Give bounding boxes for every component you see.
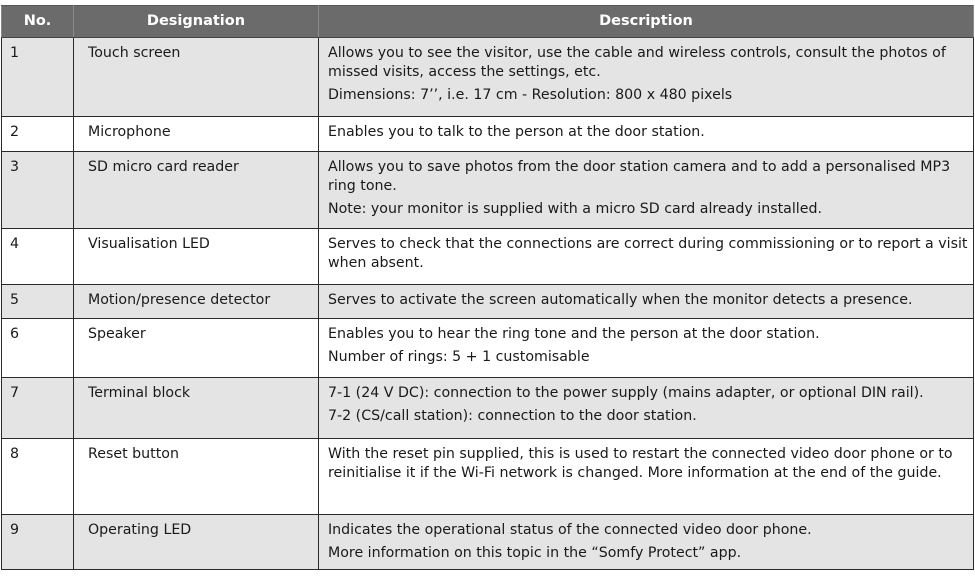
- row-designation: Motion/presence detector: [74, 285, 319, 319]
- description-line: Note: your monitor is supplied with a micro SD card already installed.: [328, 201, 822, 217]
- header-no: No.: [2, 6, 74, 38]
- row-description: [319, 117, 974, 152]
- header-designation: Designation: [74, 6, 319, 38]
- description-line: Serves to check that the connections are correct during commissioning or to report a visit when absent.: [328, 236, 968, 271]
- description-line: 7-2 (CS/call station): connection to the door station.: [328, 408, 697, 424]
- row-description: [319, 515, 974, 570]
- row-description: [319, 319, 974, 378]
- header-description: Description: [319, 6, 974, 38]
- row-no: 3: [2, 152, 74, 229]
- row-description: [319, 38, 974, 117]
- table-row: [2, 319, 974, 378]
- description-line: With the reset pin supplied, this is used to restart the connected video door phone or to reinitialise it if the Wi-Fi network is changed. More information at the end of the guide.: [328, 446, 953, 481]
- row-no: 9: [2, 515, 74, 570]
- row-designation: Terminal block: [74, 378, 319, 439]
- table-row: [2, 152, 974, 229]
- description-line: 7-1 (24 V DC): connection to the power supply (mains adapter, or optional DIN rail).: [328, 385, 924, 401]
- row-description: [319, 378, 974, 439]
- row-designation: Speaker: [74, 319, 319, 378]
- table-row: [2, 38, 974, 117]
- description-line: Number of rings: 5 + 1 customisable: [328, 349, 590, 365]
- table-row: [2, 285, 974, 319]
- row-designation: Touch screen: [74, 38, 319, 117]
- row-no: 4: [2, 229, 74, 285]
- description-line: Allows you to see the visitor, use the cable and wireless controls, consult the photos of missed visits, access the settings, etc.: [328, 45, 946, 80]
- row-no: 8: [2, 439, 74, 515]
- description-line: Allows you to save photos from the door station camera and to add a personalised MP3 ring tone.: [328, 159, 951, 194]
- header-row: [2, 6, 974, 38]
- description-line: Serves to activate the screen automatically when the monitor detects a presence.: [328, 292, 913, 308]
- table-row: [2, 439, 974, 515]
- table-row: [2, 229, 974, 285]
- row-no: 2: [2, 117, 74, 152]
- description-line: Enables you to hear the ring tone and the person at the door station.: [328, 326, 820, 342]
- description-line: More information on this topic in the “Somfy Protect” app.: [328, 545, 742, 561]
- row-description: [319, 439, 974, 515]
- table-row: [2, 117, 974, 152]
- row-no: 1: [2, 38, 74, 117]
- row-designation: Operating LED: [74, 515, 319, 570]
- row-designation: Microphone: [74, 117, 319, 152]
- row-description: [319, 152, 974, 229]
- table-row: [2, 515, 974, 570]
- row-designation: Visualisation LED: [74, 229, 319, 285]
- description-line: Indicates the operational status of the connected video door phone.: [328, 522, 812, 538]
- row-no: 7: [2, 378, 74, 439]
- row-description: [319, 229, 974, 285]
- row-designation: Reset button: [74, 439, 319, 515]
- row-no: 5: [2, 285, 74, 319]
- components-table: [1, 5, 974, 570]
- table-row: [2, 378, 974, 439]
- description-line: Dimensions: 7’’, i.e. 17 cm - Resolution: 800 x 480 pixels: [328, 87, 733, 103]
- description-line: Enables you to talk to the person at the door station.: [328, 124, 705, 140]
- row-description: [319, 285, 974, 319]
- row-no: 6: [2, 319, 74, 378]
- row-designation: SD micro card reader: [74, 152, 319, 229]
